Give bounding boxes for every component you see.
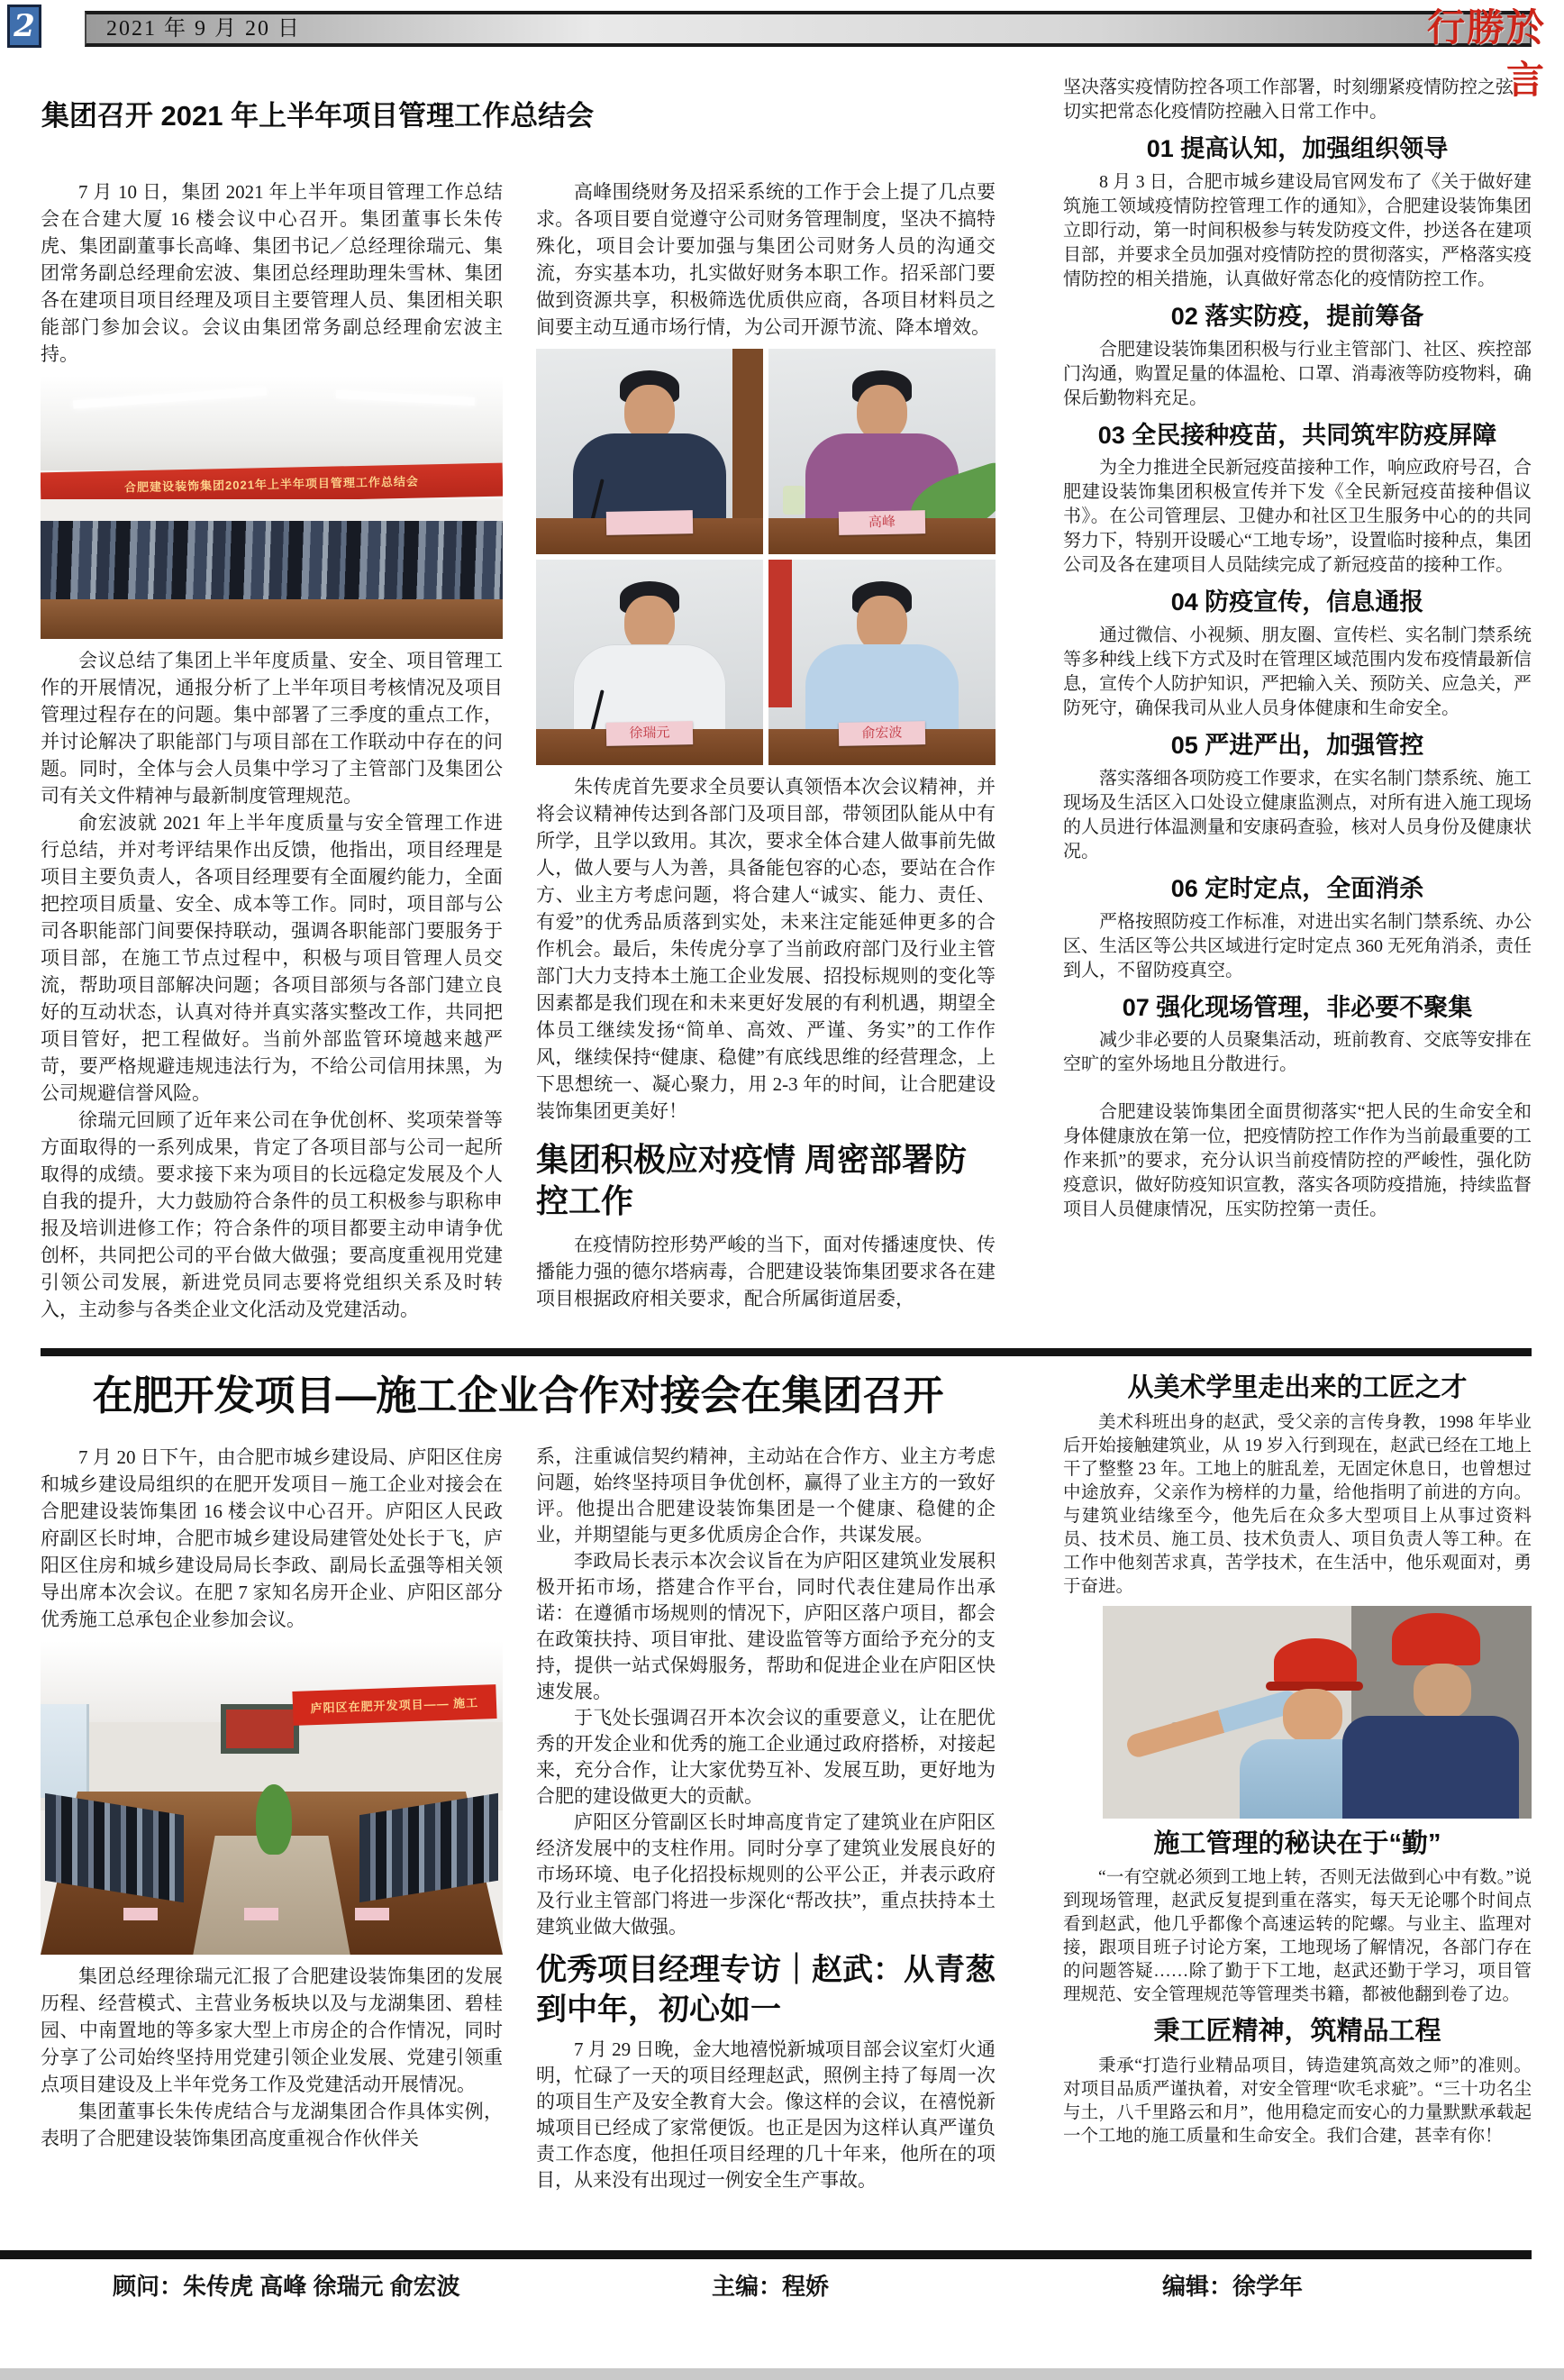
article2-column-left — [41, 1444, 503, 2152]
name-plate: 徐瑞元 — [606, 721, 693, 746]
article1-paragraph-6: 朱传虎首先要求全员要认真领悟本次会议精神，并将会议精神传达到各部门及项目部，带领团队能从中有所学，且学以致用。其次，要求全体合建人做事前先做人，做人要与人为善，具备能包容的心态，要站在合作方、业主方考虑问题，将合建人“诚实、能力、责任、有爱”的优秀品质落到实处，未来注定能延伸更多的合作机会。最后，朱传虎分享了当前政府部门及行业主管部门大力支持本土施工企业发展、招投标规则的变化等因素都是我们现在和未来更好发展的有利机遇，期望全体员工继续发扬“简单、高效、严谨、务实”的工作作风，继续保持“健康、稳健”有底线思维的经营理念，上下思想统一、凝心聚力，用 2-3 年的时间，让合肥建设装饰集团更美好！ — [536, 776, 996, 1122]
header-bar — [85, 11, 1532, 47]
motto-calligraphy: 行勝於言 — [1426, 5, 1546, 102]
covid-section-2-head: 02 落实防疫，提前筹备 — [1170, 302, 1424, 330]
safety-helmet-icon — [1392, 1613, 1480, 1665]
person-face — [857, 596, 907, 652]
leader-photo-2 — [768, 349, 996, 554]
article1-paragraph-1: 7 月 10 日，集团 2021 年上半年项目管理工作总结会在合建大厦 16 楼会议中心召开。集团董事长朱传虎、集团副董事长高峰、集团书记／总经理徐瑞元、集团常务副总经理俞宏波、集团总经理助理朱雪林、集团各在建项目项目经理及项目主要管理人员、集团相关职能部门参加会议。会议由集团常务副总经理俞宏波主持。 — [41, 181, 503, 365]
article2-column-right — [536, 1444, 996, 2193]
covid-lead-paragraph: 在疫情防控形势严峻的当下，面对传播速度快、传播能力强的德尔塔病毒，合肥建设装饰集团要求各在建项目根据政府相关要求，配合所属街道居委， — [536, 1234, 996, 1310]
covid-section-6-head: 06 定时定点，全面消杀 — [1170, 874, 1424, 902]
workers-photo — [1103, 1606, 1532, 1819]
covid-closing: 合肥建设装饰集团全面贯彻落实“把人民的生命安全和身体健康放在第一位，把疫情防控工作作为当前最重要的工作来抓”的要求，充分认识当前疫情防控的严峻性，强化防疫意识，做好防疫知识宣教，落实各项防疫措施，持续监督项目人员健康情况，压实防控第一责任。 — [1063, 1102, 1532, 1220]
audience-crowd — [41, 521, 503, 600]
meeting-banner: 合肥建设装饰集团2021年上半年项目管理工作总结会 — [41, 463, 503, 506]
article1-paragraph-5: 高峰围绕财务及招采系统的工作于会上提了几点要求。各项目要自觉遵守公司财务管理制度，坚决不搞特殊化，项目会计要加强与集团公司财务人员的沟通交流，夯实基本功，扎实做好财务本职工作。招采部门要做到资源共享，积极筛选优质供应商，各项目材料员之间要主动互通市场行情，为公司开源节流、降本增效。 — [536, 181, 996, 338]
covid-section-1-body: 8 月 3 日，合肥市城乡建设局官网发布了《关于做好建筑施工领域疫情防控管理工作的通知》，合肥建设装饰集团立即行动，第一时间积极参与转发防疫文件，抄送各在建项目部，并要求全员加强对疫情防控的贯彻落实，严格落实疫情防控的相关措施，认真做好常态化的疫情防控工作。 — [1063, 171, 1532, 289]
name-plate — [606, 510, 693, 535]
interview-title: 优秀项目经理专访｜赵武：从青葱到中年，初心如一 — [536, 1953, 996, 2027]
article1-paragraph-3: 俞宏波就 2021 年上半年度质量与安全管理工作进行总结，并对考评结果作出反馈，他指出，项目经理是项目主要负责人，各项目经理要有全面履约能力，全面把控项目质量、安全、成本等工作。同时，项目部与公司各职能部门间要保持联动，强调各职能部门要服务于项目部，在施工节点过程中，积极与项目管理人员交流，帮助项目部解决问题；各项目部须与各部门建立良好的互动状态，认真对待并真实落实整改工作，共同把项目管好，把工程做好。当前外部监管环境越来越严苛，要严格规避违规违法行为，不给公司信用抹黑，为公司规避信誉风险。 — [41, 812, 503, 1104]
covid-section-3-head: 03 全民接种疫苗，共同筑牢防疫屏障 — [1097, 421, 1497, 449]
article2-paragraph-6: 庐阳区分管副区长时坤高度肯定了建筑业在庐阳区经济发展中的支柱作用。同时分享了建筑业发展良好的市场环境、电子化招投标规则的公平公正，并表示政府及行业主管部门将进一步深化“帮改扶”，重点扶持本土建筑业做大做强。 — [536, 1811, 996, 1938]
issue-date: 2021 年 9 月 20 日 — [106, 17, 301, 41]
article2-paragraph-3: 集团董事长朱传虎结合与龙湖集团合作具体实例，表明了合肥建设装饰集团高度重视合作伙伴关 — [41, 2101, 503, 2149]
profile-body-3: 秉承“打造行业精品项目，铸造建筑高效之师”的准则。对项目品质严谨执着，对安全管理“吹毛求疵”。“三十功名尘与土，八千里路云和月”，他用稳定而安心的力量默默承载起一个工地的施工质量和生命安全。我们合建，甚幸有你！ — [1063, 2056, 1532, 2147]
article2-title: 在肥开发项目—施工企业合作对接会在集团召开 — [92, 1372, 944, 1418]
footer-editor: 编辑：徐学年 — [1162, 2273, 1304, 2300]
profile-body-1: 美术科班出身的赵武，受父亲的言传身教，1998 年毕业后开始接触建筑业，从 19 岁入行到现在，赵武已经在工地上干了整整 23 年。工地上的脏乱差，无固定休息日，也曾想过中途放弃，父亲作为榜样的力量，给他指明了前进的方向。与建筑业结缘至今，他先后在众多大型项目上从事过资料员、技术员、施工员、技术负责人、项目负责人等工种。在工作中他刻苦求真，苦学技术，在生活中，他乐观面对，勇于奋进。 — [1063, 1412, 1532, 1596]
page-number: 2 — [14, 8, 35, 44]
worker-face — [1283, 1689, 1342, 1743]
name-plate: 俞宏波 — [839, 721, 925, 746]
page-bottom-strip — [0, 2368, 1564, 2380]
interview-paragraph-1: 7 月 29 日晚，金大地禧悦新城项目部会议室灯火通明，忙碌了一天的项目经理赵武，照例主持了每周一次的项目生产及安全教育大会。像这样的会议，在禧悦新城项目已经成了家常便饭。也正是因为这样认真严谨负责工作态度，他担任项目经理的几十年来，他所在的项目，从来没有出现过一例安全生产事故。 — [536, 2038, 996, 2192]
photo-ceiling — [41, 376, 503, 470]
covid-sidebar — [1063, 76, 1532, 1222]
footer-advisors: 顾问：朱传虎 高峰 徐瑞元 俞宏波 — [113, 2273, 460, 2300]
person-face — [857, 385, 907, 441]
covid-section-7-body: 减少非必要的人员聚集活动，班前教育、交底等安排在空旷的室外场地且分散进行。 — [1063, 1030, 1532, 1075]
profile-body-2: “一有空就必须到工地上转，否则无法做到心中有数。”说到现场管理，赵武反复提到重在落实，每天无论哪个时间点看到赵武，他几乎都像个高速运转的陀螺。与业主、监理对接，跟项目班子讨论方案，工地现场了解情况，各部门存在的问题答疑……除了勤于下工地，赵武还勤于学习，项目管理规范、安全管理规范等管理类书籍，都被他翻到卷了边。 — [1063, 1868, 1532, 2005]
article1-paragraph-4: 徐瑞元回顾了近年来公司在争优创杯、奖项荣誉等方面取得的一系列成果，肯定了各项目部与公司一起所取得的成绩。要求接下来为项目的长远稳定发展及个人自我的提升，大力鼓励符合条件的员工积极参与职称申报及培训进修工作；符合条件的项目都要主动申请争优创杯，共同把公司的平台做大做强；要高度重视用党建引领公司发展，新进党员同志要将党组织关系及时转入，主动参与各类企业文化活动及党建活动。 — [41, 1109, 503, 1320]
covid-section-3-body: 为全力推进全民新冠疫苗接种工作，响应政府号召，合肥建设装饰集团积极宣传并下发《全民新冠疫苗接种倡议书》。在公司管理层、卫健办和社区卫生服务中心的的共同努力下，特别开设暖心“工地专场”，设置临时接种点，集团公司及各在建项目人员陆续完成了新冠疫苗的接种工作。 — [1063, 458, 1532, 576]
covid-section-4-head: 04 防疫宣传，信息通报 — [1170, 588, 1424, 616]
covid-section-2-body: 合肥建设装饰集团积极与行业主管部门、社区、疾控部门沟通，购置足量的体温枪、口罩、消毒液等防疫物料，确保后勤物料充足。 — [1063, 339, 1532, 408]
footer-chief-editor: 主编：程娇 — [712, 2273, 830, 2300]
profile-head-1: 从美术学里走出来的工匠之才 — [1127, 1373, 1468, 1402]
photo-window — [41, 1704, 89, 1798]
name-card — [355, 1908, 389, 1920]
red-flag — [768, 560, 792, 707]
safety-helmet-icon — [1274, 1638, 1357, 1685]
article2-paragraph-5: 于飞处长强调召开本次会议的重要意义，让在肥优秀的开发企业和优秀的施工企业通过政府搭桥，对接起来，充分合作，让大家优势互补、发展互助，更好地为合肥的建设做更大的贡献。 — [536, 1707, 996, 1807]
tea-cup — [783, 486, 805, 515]
projection-screen — [221, 1704, 299, 1755]
covid-section-6-body: 严格按照防疫工作标准，对进出实名制门禁系统、办公区、生活区等公共区域进行定时定点 360 无死角消杀，责任到人，不留防疫真空。 — [1063, 911, 1532, 980]
profile-head-2: 施工管理的秘诀在于“勤” — [1153, 1828, 1441, 1858]
covid-section-1-head: 01 提高认知，加强组织领导 — [1146, 135, 1449, 162]
person-face — [624, 385, 675, 441]
article2-paragraph-4: 李政局长表示本次会议旨在为庐阳区建筑业发展积极开拓市场，搭建合作平台，同时代表住建局作出承诺：在遵循市场规则的情况下，庐阳区落户项目，都会在政策扶持、项目审批、建设监管等方面给予充分的支持，提供一站式保姆服务，帮助和促进企业在庐阳区快速发展。 — [536, 1550, 996, 1702]
leader-photo-4 — [768, 560, 996, 765]
meeting-photo — [41, 376, 503, 639]
name-card — [123, 1908, 158, 1920]
article2-paragraph-1: 7 月 20 日下午，由合肥市城乡建设局、庐阳区住房和城乡建设局组织的在肥开发项目－施工企业对接会在合肥建设装饰集团 16 楼会议中心召开。庐阳区人民政府副区长时坤，合肥市城乡建设局建管处处长于飞，庐阳区住房和城乡建设局局长李政、副局长孟强等相关领导出席本次会议。在肥 7 家知名房开企业、庐阳区部分优秀施工总承包企业参加会议。 — [41, 1446, 503, 1630]
covid-section-4-body: 通过微信、小视频、朋友圈、宣传栏、实名制门禁系统等多种线上线下方式及时在管理区域范围内发布疫情最新信息，宣传个人防护知识，严把输入关、预防关、应急关，严防死守，确保我司从业人员身体健康和生命安全。 — [1063, 625, 1532, 718]
meeting-banner: 庐阳区在肥开发项目—— 施工 — [292, 1684, 496, 1726]
section-divider — [41, 1348, 1532, 1356]
covid-intro: 坚决落实疫情防控各项工作部署，时刻绷紧疫情防控之弦，切实把常态化疫情防控融入日常工作中。 — [1063, 78, 1532, 122]
footer-divider — [0, 2250, 1532, 2259]
profile-head-3: 秉工匠精神，筑精品工程 — [1153, 2017, 1441, 2047]
plant-icon — [256, 1784, 292, 1855]
matchmaking-meeting-photo — [41, 1641, 503, 1955]
article1-column-right — [536, 178, 996, 1312]
profile-sidebar — [1063, 1363, 1532, 2148]
article2-paragraph-2: 集团总经理徐瑞元汇报了合肥建设装饰集团的发展历程、经营模式、主营业务板块以及与龙湖集团、碧桂园、中南置地的等多家大型上市房企的合作情况，同时分享了公司始终坚持用党建引领企业发展、党建引领重点项目建设及上半年党务工作及党建活动开展情况。 — [41, 1965, 503, 2095]
photo-wall — [41, 499, 503, 523]
person-face — [624, 596, 675, 652]
worker-face — [1414, 1664, 1471, 1719]
covid-section-7-head: 07 强化现场管理，非必要不聚集 — [1122, 993, 1473, 1021]
leader-photo-grid — [536, 349, 996, 765]
article1-title: 集团召开 2021 年上半年项目管理工作总结会 — [41, 100, 595, 132]
covid-article-subhead: 集团积极应对疫情 周密部署防控工作 — [536, 1141, 968, 1220]
name-card — [244, 1908, 278, 1920]
leader-photo-1 — [536, 349, 763, 554]
covid-section-5-head: 05 严进严出，加强管控 — [1170, 732, 1424, 759]
worker-torso — [1342, 1716, 1519, 1819]
covid-section-5-body: 落实落细各项防疫工作要求，在实名制门禁系统、施工现场及生活区入口处设立健康监测点，对所有进入施工现场的人员进行体温测量和安康码查验，核对人员身份及健康状况。 — [1063, 768, 1532, 862]
name-plate: 高峰 — [839, 510, 925, 535]
article1-paragraph-2: 会议总结了集团上半年度质量、安全、项目管理工作的开展情况，通报分析了上半年项目考核情况及项目管理过程存在的问题。集中部署了三季度的重点工作，并讨论解决了职能部门与项目部在工作联动中存在的问题。同时，全体与会人员集中学习了主管部门及集团公司有关文件精神与最新制度管理规范。 — [41, 650, 503, 807]
article1-column-left — [41, 178, 503, 1323]
page-number-box — [7, 5, 41, 48]
leader-photo-3 — [536, 560, 763, 765]
article2-continued-paragraph: 系，注重诚信契约精神，主动站在合作方、业主方考虑问题，始终坚持项目争优创杯，赢得了业主方的一致好评。他提出合肥建设装饰集团是一个健康、稳健的企业，并期望能与更多优质房企合作，共谋发展。 — [536, 1445, 996, 1546]
photo-desks — [41, 599, 503, 639]
